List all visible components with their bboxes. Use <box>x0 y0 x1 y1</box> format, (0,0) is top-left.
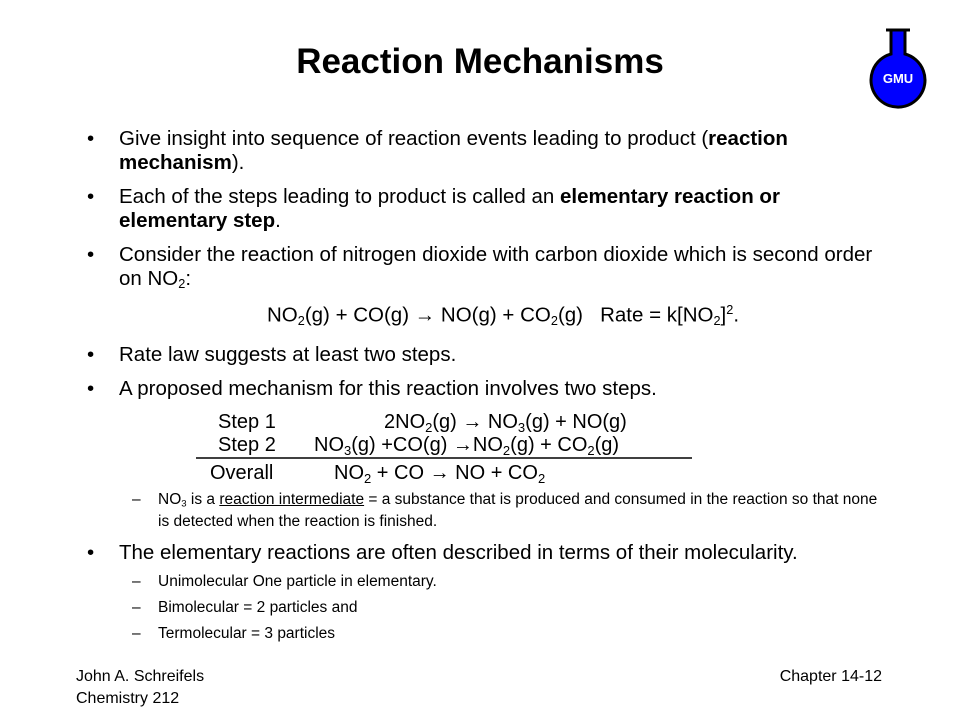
bullet-elementary: • Each of the steps leading to product is called an elementary reaction or elementary step. <box>84 185 884 233</box>
page-title: Reaction Mechanisms <box>296 42 664 81</box>
overall-label: Overall <box>210 461 274 484</box>
mechanism-steps <box>194 407 754 487</box>
step2-equation: $NO_3(g) +CO(g) \to NO_2(g) + CO_2(g)$ <box>314 433 620 458</box>
molecularity-item: – Termolecular = 3 particles <box>132 625 336 643</box>
rate-equation: $NO_2(g) + CO(g) \to NO(g) + CO_2(g)$ Rate = $k[NO_2]^2$. <box>266 302 740 328</box>
footer-chapter: Chapter 14-12 <box>779 668 882 685</box>
bullet-molecularity: • The elementary reactions are often described in terms of their molecularity. <box>84 541 884 565</box>
molecularity-item: – Bimolecular = 2 particles and <box>132 599 358 617</box>
flask-logo-icon <box>866 22 930 112</box>
step1-equation: $2NO_2(g) \to NO_3(g) + NO(g)$ <box>384 410 627 435</box>
arrow-icon: → <box>414 303 436 327</box>
molecularity-item: – Unimolecular One particle in elementary. <box>132 573 437 591</box>
bullet-proposed: • A proposed mechanism for this reaction involves two steps. <box>84 377 884 401</box>
intermediate-note: – $NO_3$ is a reaction intermediate = a substance that is produced and consumed in the reaction so that none is detected when the reaction is finished. <box>132 490 878 531</box>
step1-label: Step 1 <box>218 410 276 433</box>
bullet-consider: • Consider the reaction of nitrogen dioxide with carbon dioxide which is second order on $NO_2$: <box>84 243 884 296</box>
slide-content <box>84 127 884 643</box>
overall-equation: $NO_2$ + CO → NO + $CO_2$ <box>334 461 546 486</box>
logo-text: GMU <box>882 71 914 86</box>
bullet-mechanism: • Give insight into sequence of reaction events leading to product (reaction mechanism). <box>84 127 884 175</box>
footer-author: John A. Schreifels Chemistry 212 <box>76 668 205 707</box>
step2-label: Step 2 <box>218 433 276 456</box>
bullet-rate-law: • Rate law suggests at least two steps. <box>84 343 884 367</box>
